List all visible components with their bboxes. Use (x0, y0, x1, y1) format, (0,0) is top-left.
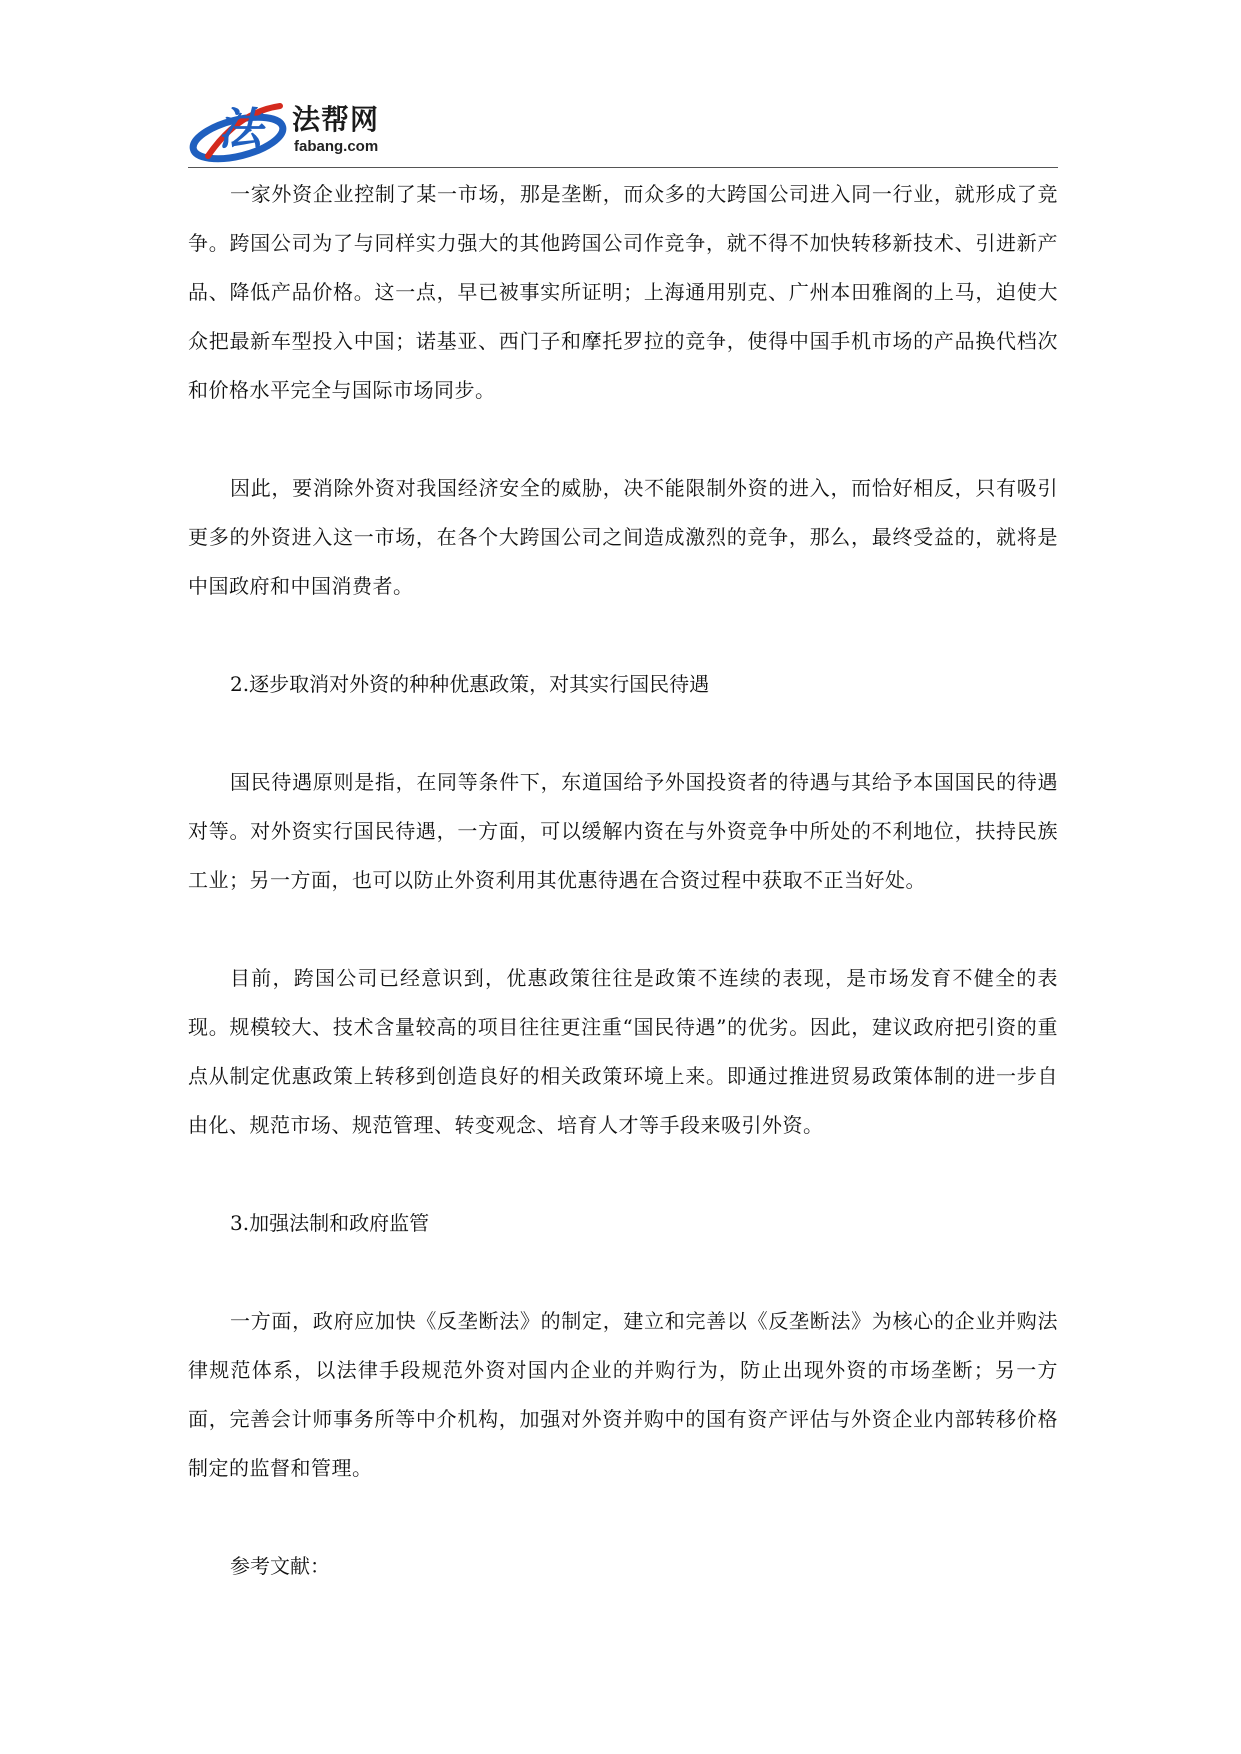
paragraph-gap (188, 905, 1058, 954)
header-divider (188, 167, 1058, 168)
logo-chinese-name: 法帮网 (292, 103, 380, 136)
references-heading: 参考文献： (230, 1554, 330, 1578)
paragraph-gap (188, 611, 1058, 660)
fabang-logo-icon (188, 92, 288, 166)
paragraph-gap (188, 709, 1058, 758)
page-header (188, 86, 1058, 168)
paragraph-gap (188, 1248, 1058, 1297)
paragraph-gap (188, 1493, 1058, 1542)
paragraph-antitrust: 一方面，政府应加快《反垄断法》的制定，建立和完善以《反垄断法》为核心的企业并购法律规范体系，以法律手段规范外资对国内企业的并购行为，防止出现外资的市场垄断；另一方面，完善会计师事务所等中介机构，加强对外资并购中的国有资产评估与外资企业内部转移价格制定的监督和管理。 (188, 1309, 1058, 1480)
section-heading-3: 3.加强法制和政府监管 (230, 1211, 430, 1235)
paragraph-national-treatment: 国民待遇原则是指，在同等条件下，东道国给予外国投资者的待遇与其给予本国国民的待遇对等。对外资实行国民待遇，一方面，可以缓解内资在与外资竞争中所处的不利地位，扶持民族工业；另一方面，也可以防止外资利用其优惠待遇在合资过程中获取不正当好处。 (188, 770, 1058, 892)
paragraph-competition: 一家外资企业控制了某一市场，那是垄断，而众多的大跨国公司进入同一行业，就形成了竞争。跨国公司为了与同样实力强大的其他跨国公司作竞争，就不得不加快转移新技术、引进新产品、降低产品价格。这一点，早已被事实所证明；上海通用别克、广州本田雅阁的上马，迫使大众把最新车型投入中国；诺基亚、西门子和摩托罗拉的竞争，使得中国手机市场的产品换代档次和价格水平完全与国际市场同步。 (188, 182, 1058, 402)
paragraph-conclusion: 因此，要消除外资对我国经济安全的威胁，决不能限制外资的进入，而恰好相反，只有吸引更多的外资进入这一市场，在各个大跨国公司之间造成激烈的竞争，那么，最终受益的，就将是中国政府和中国消费者。 (188, 476, 1058, 598)
paragraph-gap (188, 415, 1058, 464)
document-body (188, 170, 1058, 1591)
logo-domain: fabang.com (294, 138, 379, 155)
paragraph-gap (188, 1150, 1058, 1199)
paragraph-preferential-policy: 目前，跨国公司已经意识到，优惠政策往往是政策不连续的表现，是市场发育不健全的表现。规模较大、技术含量较高的项目往往更注重“国民待遇”的优劣。因此，建议政府把引资的重点从制定优惠政策上转移到创造良好的相关政策环境上来。即通过推进贸易政策体制的进一步自由化、规范市场、规范管理、转变观念、培育人才等手段来吸引外资。 (188, 966, 1058, 1137)
section-heading-2: 2.逐步取消对外资的种种优惠政策，对其实行国民待遇 (230, 672, 710, 696)
logo-mark-glyph: 法 (218, 104, 262, 155)
